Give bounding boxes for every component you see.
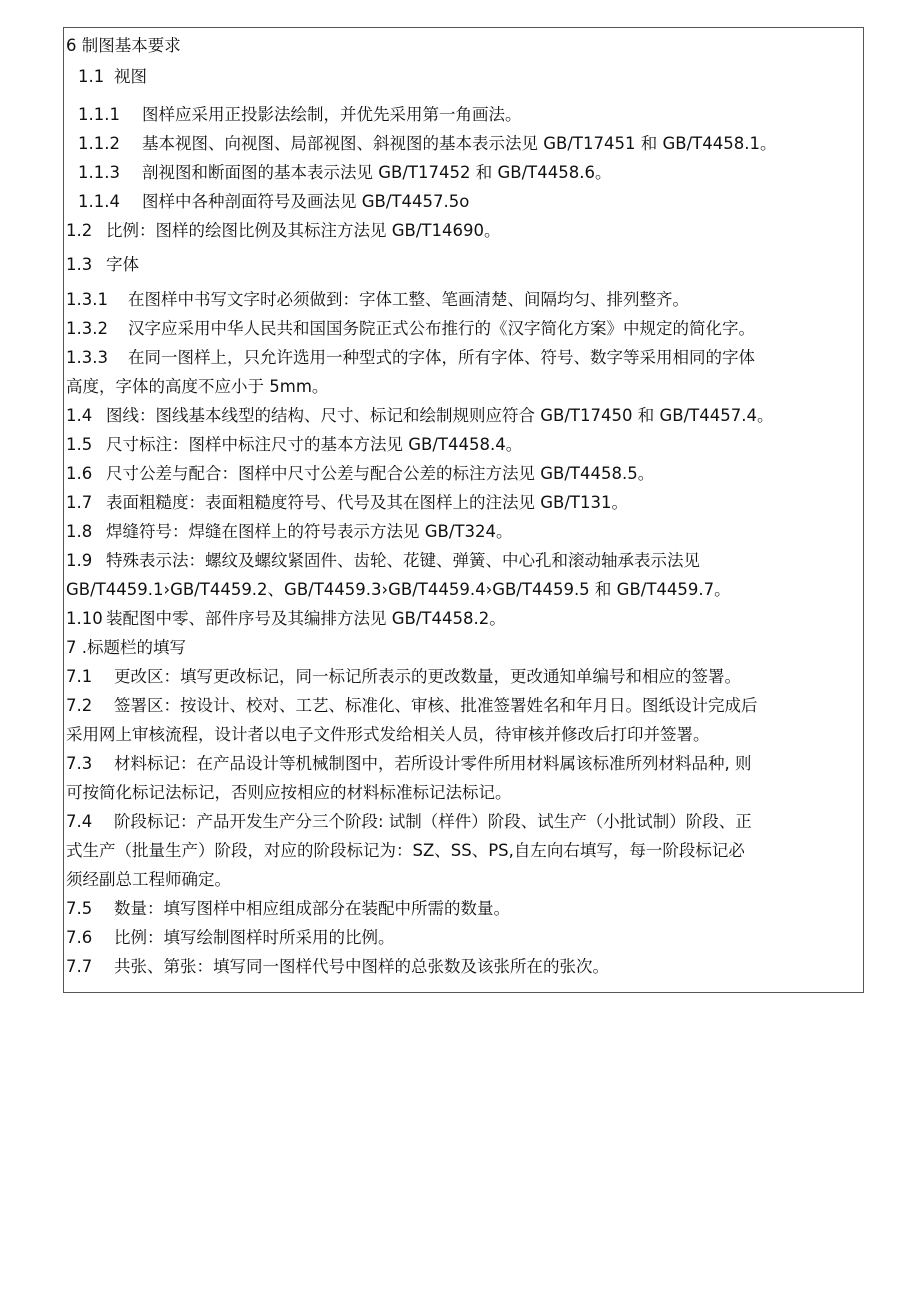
clause-number: 7.3	[66, 754, 93, 773]
clause-7-6	[66, 927, 395, 949]
clause-text: 比例：填写绘制图样时所采用的比例。	[114, 928, 395, 947]
clause-number: 7.2	[66, 696, 93, 715]
clause-7-4-continued-2	[66, 869, 231, 891]
clause-text: 数量：填写图样中相应组成部分在装配中所需的数量。	[114, 899, 510, 918]
clause-number: 1.5	[66, 435, 93, 454]
clause-number: 7.1	[66, 667, 93, 686]
clause-7-2-continued	[66, 724, 710, 746]
clause-text: 更改区：填写更改标记，同一标记所表示的更改数量，更改通知单编号和相应的签署。	[114, 667, 741, 686]
clause-1-4	[66, 405, 773, 427]
section-text: .标题栏的填写	[81, 638, 186, 657]
clause-1-1-1	[78, 104, 522, 126]
clause-text: 装配图中零、部件序号及其编排方法见 GB/T4458.2。	[106, 609, 506, 628]
clause-text: 图样中各种剖面符号及画法见 GB/T4457.5o	[142, 192, 470, 211]
clause-text: 共张、第张：填写同一图样代号中图样的总张数及该张所在的张次。	[114, 957, 609, 976]
clause-7-3	[66, 753, 752, 775]
clause-7-2	[66, 695, 758, 717]
clause-1-1-2	[78, 133, 776, 155]
clause-1-3-3-continued	[66, 376, 328, 398]
clause-number: 1.1	[78, 67, 105, 86]
clause-number: 1.8	[66, 522, 93, 541]
clause-number: 1.1.3	[78, 163, 120, 182]
clause-text: 剖视图和断面图的基本表示法见 GB/T17452 和 GB/T4458.6。	[142, 163, 612, 182]
clause-text: 须经副总工程师确定。	[66, 870, 231, 889]
clause-number: 1.1.1	[78, 105, 120, 124]
clause-number: 7.6	[66, 928, 93, 947]
clause-text: 阶段标记：产品开发生产分三个阶段: 试制（样件）阶段、试生产（小批试制）阶段、正	[114, 812, 752, 831]
clause-text: 比例：图样的绘图比例及其标注方法见 GB/T14690。	[106, 221, 501, 240]
clause-1-8	[66, 521, 512, 543]
clause-number: 1.9	[66, 551, 93, 570]
clause-text: 焊缝符号：焊缝在图样上的符号表示方法见 GB/T324。	[106, 522, 513, 541]
clause-text: 图样应采用正投影法绘制，并优先采用第一角画法。	[142, 105, 522, 124]
clause-number: 1.1.4	[78, 192, 120, 211]
clause-number: 1.3	[66, 255, 93, 274]
clause-number: 1.7	[66, 493, 93, 512]
clause-number: 1.3.3	[66, 348, 108, 367]
clause-number: 1.2	[66, 221, 93, 240]
clause-1-9	[66, 550, 700, 572]
clause-1-3-3	[66, 347, 755, 369]
clause-text: 字体	[106, 255, 139, 274]
clause-number: 1.3.1	[66, 290, 108, 309]
clause-text: 视图	[114, 67, 147, 86]
clause-number: 7.4	[66, 812, 93, 831]
clause-text: 高度，字体的高度不应小于 5mm。	[66, 377, 329, 396]
clause-1-5	[66, 434, 522, 456]
clause-text: 特殊表示法：螺纹及螺纹紧固件、齿轮、花键、弹簧、中心孔和滚动轴承表示法见	[106, 551, 700, 570]
clause-1-3	[66, 254, 139, 276]
clause-text: 采用网上审核流程，设计者以电子文件形式发给相关人员，待审核并修改后打印并签署。	[66, 725, 710, 744]
clause-1-1	[78, 66, 147, 88]
clause-number: 1.1.2	[78, 134, 120, 153]
clause-text: 式生产（批量生产）阶段，对应的阶段标记为：SZ、SS、PS,自左向右填写，每一阶段标记必	[66, 841, 745, 860]
clause-1-7	[66, 492, 628, 514]
clause-1-1-4	[78, 191, 469, 213]
clause-number: 1.6	[66, 464, 93, 483]
clause-number: 7.5	[66, 899, 93, 918]
clause-1-9-continued	[66, 579, 731, 601]
section-number: 6	[66, 36, 77, 55]
clause-number: 1.4	[66, 406, 93, 425]
clause-text: 材料标记：在产品设计等机械制图中，若所设计零件所用材料属该标准所列材料品种, 则	[114, 754, 752, 773]
clause-1-3-1	[66, 289, 689, 311]
clause-text: 图线：图线基本线型的结构、尺寸、标记和绘制规则应符合 GB/T17450 和 GB/T4457.4。	[106, 406, 774, 425]
clause-text: 尺寸标注：图样中标注尺寸的基本方法见 GB/T4458.4。	[106, 435, 523, 454]
section-text: 制图基本要求	[81, 36, 181, 55]
clause-7-3-continued	[66, 782, 512, 804]
clause-1-1-3	[78, 162, 611, 184]
clause-1-6	[66, 463, 654, 485]
clause-7-4	[66, 811, 752, 833]
clause-1-2	[66, 220, 500, 242]
clause-text: 在同一图样上，只允许选用一种型式的字体，所有字体、符号、数字等采用相同的字体	[128, 348, 755, 367]
section-heading-7	[66, 637, 186, 659]
clause-text: 可按简化标记法标记，否则应按相应的材料标准标记法标记。	[66, 783, 512, 802]
clause-7-4-continued	[66, 840, 745, 862]
clause-number: 1.10	[66, 609, 103, 628]
clause-7-5	[66, 898, 510, 920]
clause-text: 基本视图、向视图、局部视图、斜视图的基本表示法见 GB/T17451 和 GB/T4458.1。	[142, 134, 777, 153]
section-number: 7	[66, 638, 77, 657]
clause-number: 1.3.2	[66, 319, 108, 338]
clause-number: 7.7	[66, 957, 93, 976]
clause-1-10	[66, 608, 506, 630]
clause-text: 在图样中书写文字时必须做到：字体工整、笔画清楚、间隔均匀、排列整齐。	[128, 290, 689, 309]
clause-1-3-2	[66, 318, 755, 340]
clause-7-1	[66, 666, 741, 688]
clause-7-7	[66, 956, 609, 978]
clause-text: 汉字应采用中华人民共和国国务院正式公布推行的《汉字简化方案》中规定的简化字。	[128, 319, 755, 338]
clause-text: GB/T4459.1›GB/T4459.2、GB/T4459.3›GB/T4459.4›GB/T4459.5 和 GB/T4459.7。	[66, 580, 731, 599]
clause-text: 尺寸公差与配合：图样中尺寸公差与配合公差的标注方法见 GB/T4458.5。	[106, 464, 655, 483]
clause-text: 表面粗糙度：表面粗糙度符号、代号及其在图样上的注法见 GB/T131。	[106, 493, 628, 512]
section-heading-6	[66, 35, 181, 57]
clause-text: 签署区：按设计、校对、工艺、标准化、审核、批准签署姓名和年月日。图纸设计完成后	[114, 696, 758, 715]
